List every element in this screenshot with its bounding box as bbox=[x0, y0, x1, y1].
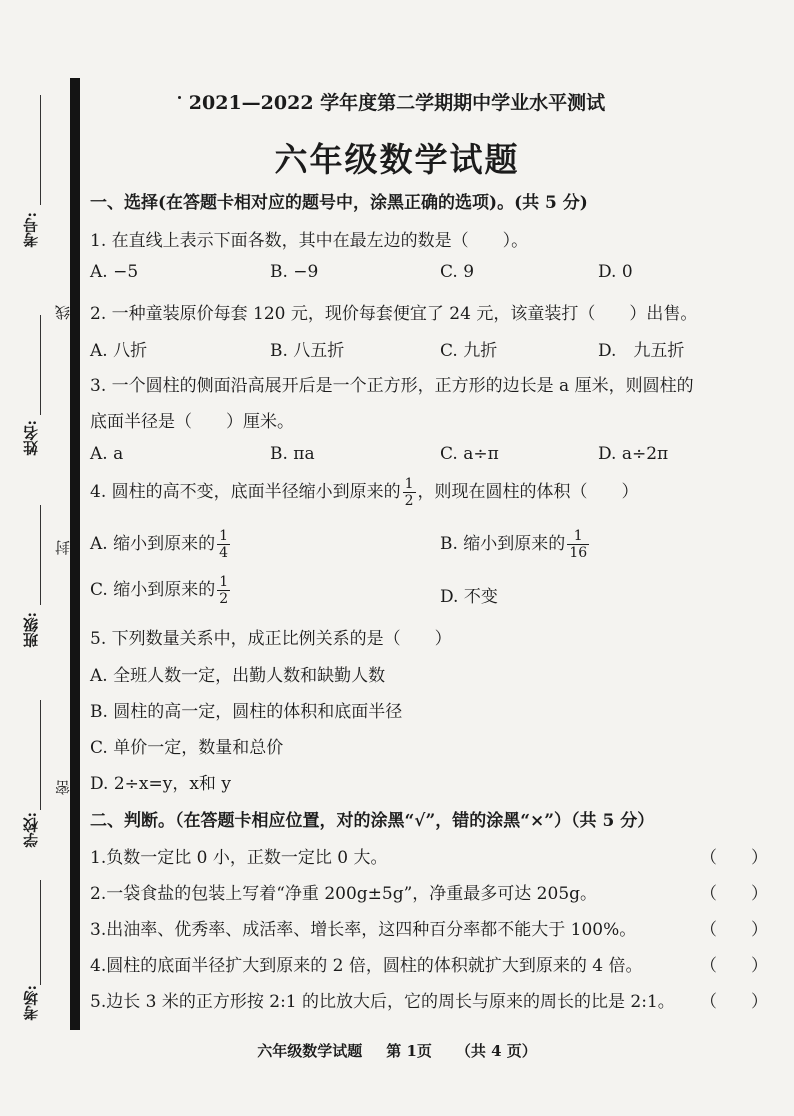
q2-option-c: C. 九折 bbox=[440, 341, 498, 361]
q4-option-b bbox=[440, 528, 591, 561]
judge-item-4: 4.圆柱的底面半径扩大到原来的 2 倍，圆柱的体积就扩大到原来的 4 倍。 bbox=[90, 956, 643, 976]
judge-paren-4: （ ） bbox=[700, 956, 768, 976]
class-line bbox=[40, 505, 41, 605]
q5-option-c: C. 单价一定，数量和总价 bbox=[90, 738, 284, 758]
q3-stem-line2: 底面半径是（ ）厘米。 bbox=[90, 412, 294, 432]
q4-option-a bbox=[90, 528, 232, 561]
q4-option-c-den: 2 bbox=[219, 591, 229, 607]
q5-option-d: D. 2÷x=y，x和 y bbox=[90, 774, 231, 794]
q4-option-d: D. 不变 bbox=[440, 587, 498, 607]
exam-title: 六年级数学试题 bbox=[274, 140, 520, 179]
room-line bbox=[40, 880, 41, 985]
q1-option-b: B. −9 bbox=[270, 262, 319, 282]
section2-heading: 二、判断。（在答题卡相应位置，对的涂黑“√”，错的涂黑“×”）（共 5 分） bbox=[90, 811, 655, 831]
q4-stem bbox=[90, 476, 639, 509]
q4-option-b-text: B. 缩小到原来的 bbox=[440, 534, 566, 554]
footer-title: 六年级数学试题 bbox=[257, 1042, 363, 1060]
q2-option-a: A. 八折 bbox=[90, 341, 148, 361]
q4-stem-post: ，则现在圆柱的体积（ ） bbox=[417, 482, 639, 502]
judge-paren-1: （ ） bbox=[700, 848, 768, 868]
page-footer bbox=[0, 1040, 794, 1061]
judge-item-5: 5.边长 3 米的正方形按 2:1 的比放大后，它的周长与原来的周长的比是 2:1。 bbox=[90, 992, 675, 1012]
judge-item-3: 3.出油率、优秀率、成活率、增长率，这四种百分率都不能大于 100%。 bbox=[90, 920, 637, 940]
judge-paren-3: （ ） bbox=[700, 920, 768, 940]
q4-fraction-num: 1 bbox=[404, 476, 414, 492]
judge-item-1: 1.负数一定比 0 小，正数一定比 0 大。 bbox=[90, 848, 388, 868]
q4-option-c-num: 1 bbox=[219, 574, 229, 590]
school-label: 学校: bbox=[22, 812, 40, 848]
q4-fraction bbox=[403, 476, 416, 509]
judge-item-2: 2.一袋食盐的包装上写着“净重 200g±5g”，净重最多可达 205g。 bbox=[90, 884, 598, 904]
q1-option-d: D. 0 bbox=[598, 262, 633, 282]
q2-stem: 2. 一种童装原价每套 120 元，现价每套便宜了 24 元，该童装打（ ）出售。 bbox=[90, 304, 698, 324]
name-line bbox=[40, 315, 41, 415]
q4-option-a-text: A. 缩小到原来的 bbox=[90, 534, 216, 554]
footer-page: 第 1页 bbox=[386, 1042, 432, 1060]
q3-option-d: D. a÷2π bbox=[598, 444, 669, 464]
q2-option-b: B. 八五折 bbox=[270, 341, 345, 361]
exam-no-label: 考号: bbox=[22, 212, 40, 248]
class-label: 班级: bbox=[22, 612, 40, 648]
q5-stem: 5. 下列数量关系中，成正比例关系的是（ ） bbox=[90, 629, 452, 649]
q4-option-c-text: C. 缩小到原来的 bbox=[90, 580, 216, 600]
q4-option-b-num: 1 bbox=[567, 528, 589, 545]
q5-option-b: B. 圆柱的高一定，圆柱的体积和底面半径 bbox=[90, 702, 403, 722]
line-mark: 线 bbox=[54, 305, 72, 320]
judge-paren-2: （ ） bbox=[700, 884, 768, 904]
q4-option-c-fraction bbox=[217, 574, 230, 607]
q4-option-b-den: 16 bbox=[569, 545, 588, 561]
q3-option-a: A. a bbox=[90, 444, 124, 464]
q4-fraction-den: 2 bbox=[404, 493, 414, 509]
secret-mark: 密 bbox=[54, 780, 72, 795]
judge-paren-5: （ ） bbox=[700, 992, 768, 1012]
exam-subtitle: 2021—2022 学年度第二学期期中学业水平测试 bbox=[188, 92, 606, 114]
q3-option-b: B. πa bbox=[270, 444, 315, 464]
q4-option-a-num: 1 bbox=[219, 528, 229, 544]
q4-option-a-den: 4 bbox=[219, 545, 229, 561]
footer-total: （共 4 页） bbox=[455, 1042, 537, 1060]
school-line bbox=[40, 700, 41, 810]
seal-mark: 封 bbox=[54, 540, 72, 555]
q1-stem: 1. 在直线上表示下面各数，其中在最左边的数是（ ）。 bbox=[90, 231, 529, 251]
q3-stem-line1: 3. 一个圆柱的侧面沿高展开后是一个正方形，正方形的边长是 a 厘米，则圆柱的 bbox=[90, 376, 694, 396]
room-label: 考场: bbox=[22, 985, 40, 1021]
q4-option-b-fraction bbox=[567, 528, 589, 561]
q4-option-c bbox=[90, 574, 232, 607]
q4-stem-pre: 4. 圆柱的高不变，底面半径缩小到原来的 bbox=[90, 482, 401, 502]
q2-option-d: D. 九五折 bbox=[598, 341, 685, 361]
q1-option-a: A. −5 bbox=[90, 262, 139, 282]
q4-option-a-fraction bbox=[217, 528, 230, 561]
name-label: 姓名: bbox=[22, 420, 40, 456]
q5-option-a: A. 全班人数一定，出勤人数和缺勤人数 bbox=[90, 666, 386, 686]
section1-heading: 一、选择(在答题卡相对应的题号中，涂黑正确的选项)。(共 5 分) bbox=[90, 193, 588, 213]
q3-option-c: C. a÷π bbox=[440, 444, 499, 464]
q1-option-c: C. 9 bbox=[440, 262, 475, 282]
